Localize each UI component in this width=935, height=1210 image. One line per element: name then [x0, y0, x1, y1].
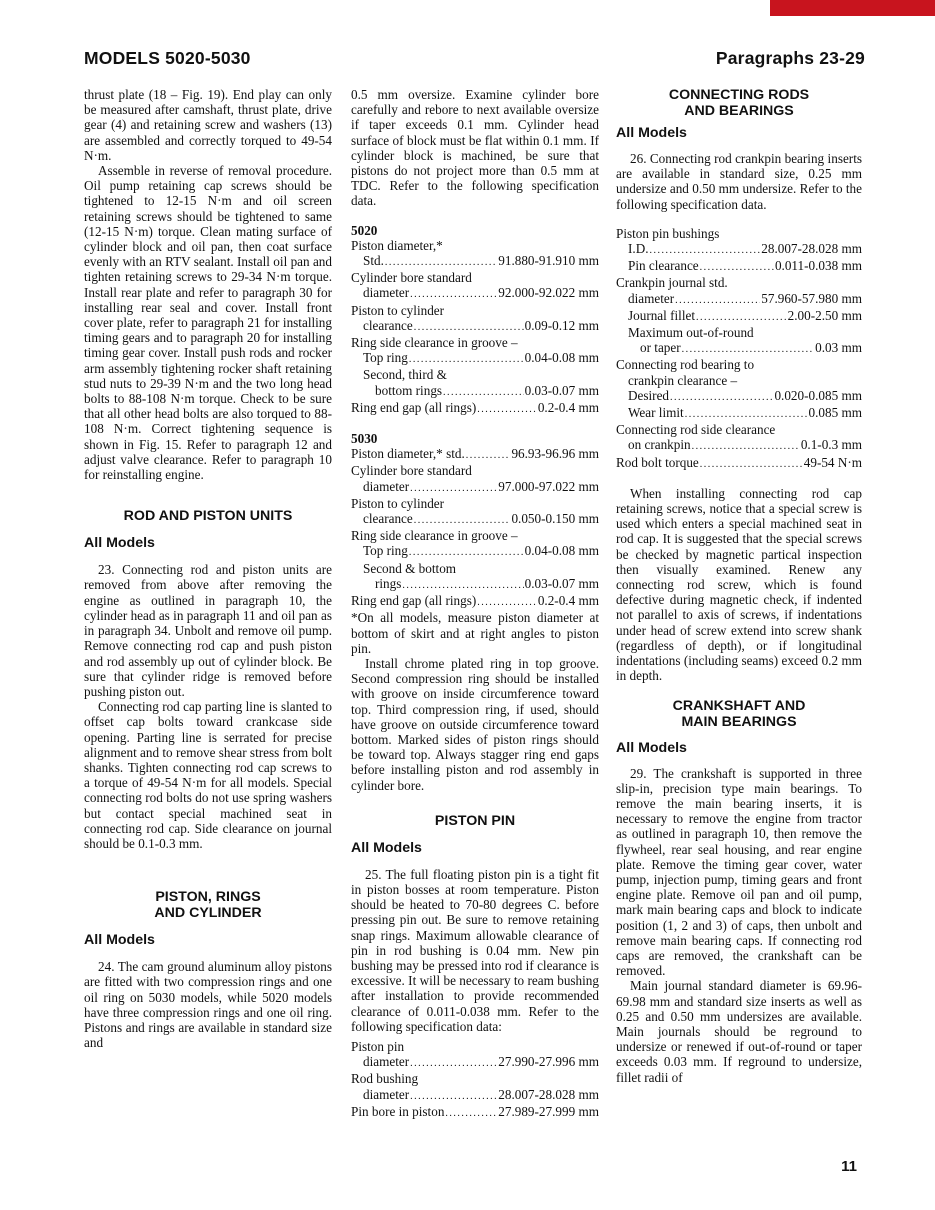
paragraph: Assemble in reverse of removal procedure. Oil pump retaining cap screws should be tightened to 12-15 N·m and oil screen retaining screws should be tightened to same (12-15 N·m) torque. Clean mating surface of cylinder block and oil pan, then coat surface evenly with an RTV sealant. Install oil pan and tighten retaining screws to 29-34 N·m torque. Install rear plate and refer to paragraph 30 for installing rear seal and cover. Install front cover plate, refer to paragraph 21 for installing timing gears and to paragraph 20 for installing timing gear cover. Install push rods and rocker arm assembly tightening rocker shaft retaining stud nuts to 29-39 N·m and the two long head bolts to 88-108 N·m torque. Check to be sure that all other head bolts are also torqued to 88-108 N·m. Correct tightening sequence is shown in Fig. 15. Refer to paragraph 12 and adjust valve clearance. Refer to paragraph 10 for reinstalling engine. — [84, 163, 332, 483]
spec-line: Pin bore in piston . . . 27.989-27.999 mm — [351, 1104, 599, 1121]
subheading-all-models: All Models — [84, 535, 155, 552]
spec-line: Ring end gap (all rings) . . . 0.2-0.4 mm — [351, 593, 599, 610]
model-label-5030: 5030 — [351, 431, 378, 447]
spec-line: clearance . . . 0.09-0.12 mm — [351, 318, 599, 335]
spec-line: on crankpin . . . 0.1-0.3 mm — [616, 437, 862, 454]
spec-line: Pin clearance . . . 0.011-0.038 mm — [616, 258, 862, 275]
column-1 — [84, 87, 332, 1050]
spec-line: Wear limit . . . 0.085 mm — [616, 405, 862, 422]
spec-line: diameter . . . 92.000-92.022 mm — [351, 285, 599, 302]
spec-line: or taper . . . 0.03 mm — [616, 340, 862, 357]
paragraph: When installing connecting rod cap retaining screws, notice that a special screw is used which enters a special machined seat in rod cap. It is suggested that the special screws be checked by magnetic partical inspection then visually examined. Renew any connecting rod screw, which is found defective during magnetic check, if indented not parallel to axis of screws, if indentations under head of screw extend into screw shank (regardless of depth), or if longitudinal indentations (including seams) exceed 0.2 mm in depth. — [616, 485, 862, 684]
paragraph-29: 29. The crankshaft is supported in three slip-in, precision type main bearings. To remove the main bearing inserts, it is necessary to remove the engine from tractor as outlined in paragraph 10, then remove the flywheel, rear seal housing, and rear engine plate. Remove the timing gear cover, water pump, injection pump, timing gears and front engine plate. Remove oil pan and oil pump, mark main bearing caps and block to indicate position (1, 2 and 3) of caps, then unbolt and remove main bearing caps. If connecting rod caps are removed, the crankshaft can be removed. — [616, 765, 862, 979]
spec-line: Journal fillet . . . 2.00-2.50 mm — [616, 308, 862, 325]
spec-line: Top ring . . . 0.04-0.08 mm — [351, 350, 599, 367]
spec-line: bottom rings . . . 0.03-0.07 mm — [351, 383, 599, 400]
spec-label: Second, third & — [363, 367, 447, 383]
model-label-5020: 5020 — [351, 222, 378, 238]
paragraph: Install chrome plated ring in top groove. Second compression ring should be installed with groove on inside circumference toward top. Third compression ring, if used, should have groove on outside circumference toward bottom. Marked sides of piston rings should be toward top. Always stagger ring end gaps before installing piston and rod assembly in cylinder bore. — [351, 655, 599, 793]
paragraph: Connecting rod cap parting line is slanted to offset cap bolts toward crankcase side opening. Parting line is serrated for precise alignment and to remove shear stress from bolt shanks. Tighten connecting rod cap screws to a torque of 49-54 N·m for all models. Special connecting rod bolts do not use spring washers but contact special machined seat in connecting rod cap. Side clearance on journal should be 0.1-0.3 mm. — [84, 699, 332, 851]
spec-label: Piston pin — [351, 1038, 405, 1054]
spec-label: Cylinder bore standard — [351, 270, 472, 286]
section-heading-connecting-rods: CONNECTING RODS — [668, 87, 810, 103]
spec-label: Cylinder bore standard — [351, 463, 472, 479]
subheading-all-models: All Models — [616, 125, 687, 141]
subheading-all-models: All Models — [616, 739, 687, 756]
spec-line: Rod bolt torque . . . 49-54 N·m — [616, 455, 862, 472]
spec-label: Maximum out-of-round — [628, 325, 754, 341]
spec-line: Desired . . . 0.020-0.085 mm — [616, 388, 862, 405]
paragraph: Main journal standard diameter is 69.96-69.98 mm and standard size inserts as well as 0.25 and 0.50 mm undersizes are available. Main journals should be reground to undersize or renewed if out-of-round or taper exceeds 0.03 mm. If reground to undersize, fillet radii of — [616, 978, 862, 1085]
section-heading-connecting-rods-2: AND BEARINGS — [684, 103, 794, 119]
section-heading-piston-rings-2: AND CYLINDER — [154, 905, 262, 922]
header-models: MODELS 5020-5030 — [84, 48, 251, 68]
spec-label: Connecting rod bearing to — [616, 357, 755, 373]
spec-label: Piston to cylinder — [351, 495, 445, 511]
spec-label: Ring side clearance in groove – — [351, 335, 518, 351]
spec-line: I.D. . . . 28.007-28.028 mm — [616, 241, 862, 258]
spec-label: Ring side clearance in groove – — [351, 528, 518, 544]
spec-line: diameter . . . 28.007-28.028 mm — [351, 1087, 599, 1104]
section-heading-crankshaft: CRANKSHAFT AND — [672, 697, 806, 714]
paragraph-23: 23. Connecting rod and piston units are removed from above after removing the engine as outlined in paragraph 10, the cylinder head as in paragraph 11 and oil pan as in paragraph 34. Unbolt and remove oil pump. Remove connecting rod cap and push piston and rod assembly up out of cylinder block. Be sure that cylinder ridge is removed before pushing piston out. — [84, 562, 332, 699]
spec-line: diameter . . . 27.990-27.996 mm — [351, 1054, 599, 1071]
spec-label: crankpin clearance – — [628, 372, 738, 388]
spec-line: diameter . . . 57.960-57.980 mm — [616, 291, 862, 308]
spec-line: Piston diameter,* std. . . . 96.93-96.96 mm — [351, 446, 599, 463]
column-3 — [616, 87, 862, 1085]
spec-line: Ring end gap (all rings) . . . 0.2-0.4 mm — [351, 400, 599, 417]
section-heading-piston-pin: PISTON PIN — [434, 812, 516, 829]
spec-label: Crankpin journal std. — [616, 275, 728, 291]
spec-line: clearance . . . 0.050-0.150 mm — [351, 511, 599, 528]
subheading-all-models: All Models — [84, 932, 155, 949]
spec-label: Connecting rod side clearance — [616, 422, 776, 438]
paragraph: thrust plate (18 – Fig. 19). End play can only be measured after camshaft, thrust plate, drive gear (4) and retaining screw and washers (13) are assembled and correctly torqued to 49-54 N·m. — [84, 87, 332, 163]
corner-tab-marker — [770, 0, 935, 16]
spec-label: Second & bottom — [363, 560, 457, 576]
section-heading-rod-piston: ROD AND PISTON UNITS — [123, 508, 293, 525]
paragraph: 0.5 mm oversize. Examine cylinder bore carefully and rebore to next available oversize if taper exceeds 0.1 mm. Cylinder head surface of block must be flat within 0.1 mm. If cylinder block is machined, be sure that pistons do not project more than 0.5 mm at TDC. Refer to the following specification data. — [351, 87, 599, 209]
header-paragraphs: Paragraphs 23-29 — [715, 48, 865, 68]
paragraph-25: 25. The full floating piston pin is a tight fit in piston bosses at room temperature. Piston should be heated to 70-80 degrees C. before pressing pin out. Be sure to remove retaining snap rings. Maximum allowable clearance of pin in rod bushing is 0.04 mm. New pin bushing may be pressed into rod if clearance is excessive. It will be necessary to ream bushing after installation to provide recommended clearance of 0.011-0.038 mm. Refer to the following specification data: — [351, 866, 599, 1034]
column-2 — [351, 87, 599, 1121]
spec-label: Rod bushing — [351, 1071, 419, 1087]
page-number: 11 — [841, 1158, 857, 1175]
section-heading-crankshaft-2: MAIN BEARINGS — [681, 713, 797, 730]
spec-label: Piston diameter,* — [351, 237, 443, 253]
spec-label: Piston pin bushings — [616, 225, 720, 241]
footnote: *On all models, measure piston diameter at bottom of skirt and at right angles to piston pin. — [351, 610, 599, 656]
spec-label: Piston to cylinder — [351, 302, 445, 318]
section-heading-piston-rings: PISTON, RINGS — [155, 889, 261, 906]
subheading-all-models: All Models — [351, 839, 422, 856]
spec-line: Top ring . . . 0.04-0.08 mm — [351, 543, 599, 560]
paragraph-26: 26. Connecting rod crankpin bearing inserts are available in standard size, 0.25 mm undersize and 0.50 mm undersize. Refer to the following specification data. — [616, 151, 862, 212]
paragraph-24: 24. The cam ground aluminum alloy pistons are fitted with two compression rings and one oil ring on 5030 models, while 5020 models have three compression rings and one oil ring. Pistons and rings are available in standard size and — [84, 959, 332, 1051]
spec-line: diameter . . . 97.000-97.022 mm — [351, 479, 599, 496]
spec-line: rings . . . 0.03-0.07 mm — [351, 576, 599, 593]
spec-line: Std. . . . 91.880-91.910 mm — [351, 253, 599, 270]
